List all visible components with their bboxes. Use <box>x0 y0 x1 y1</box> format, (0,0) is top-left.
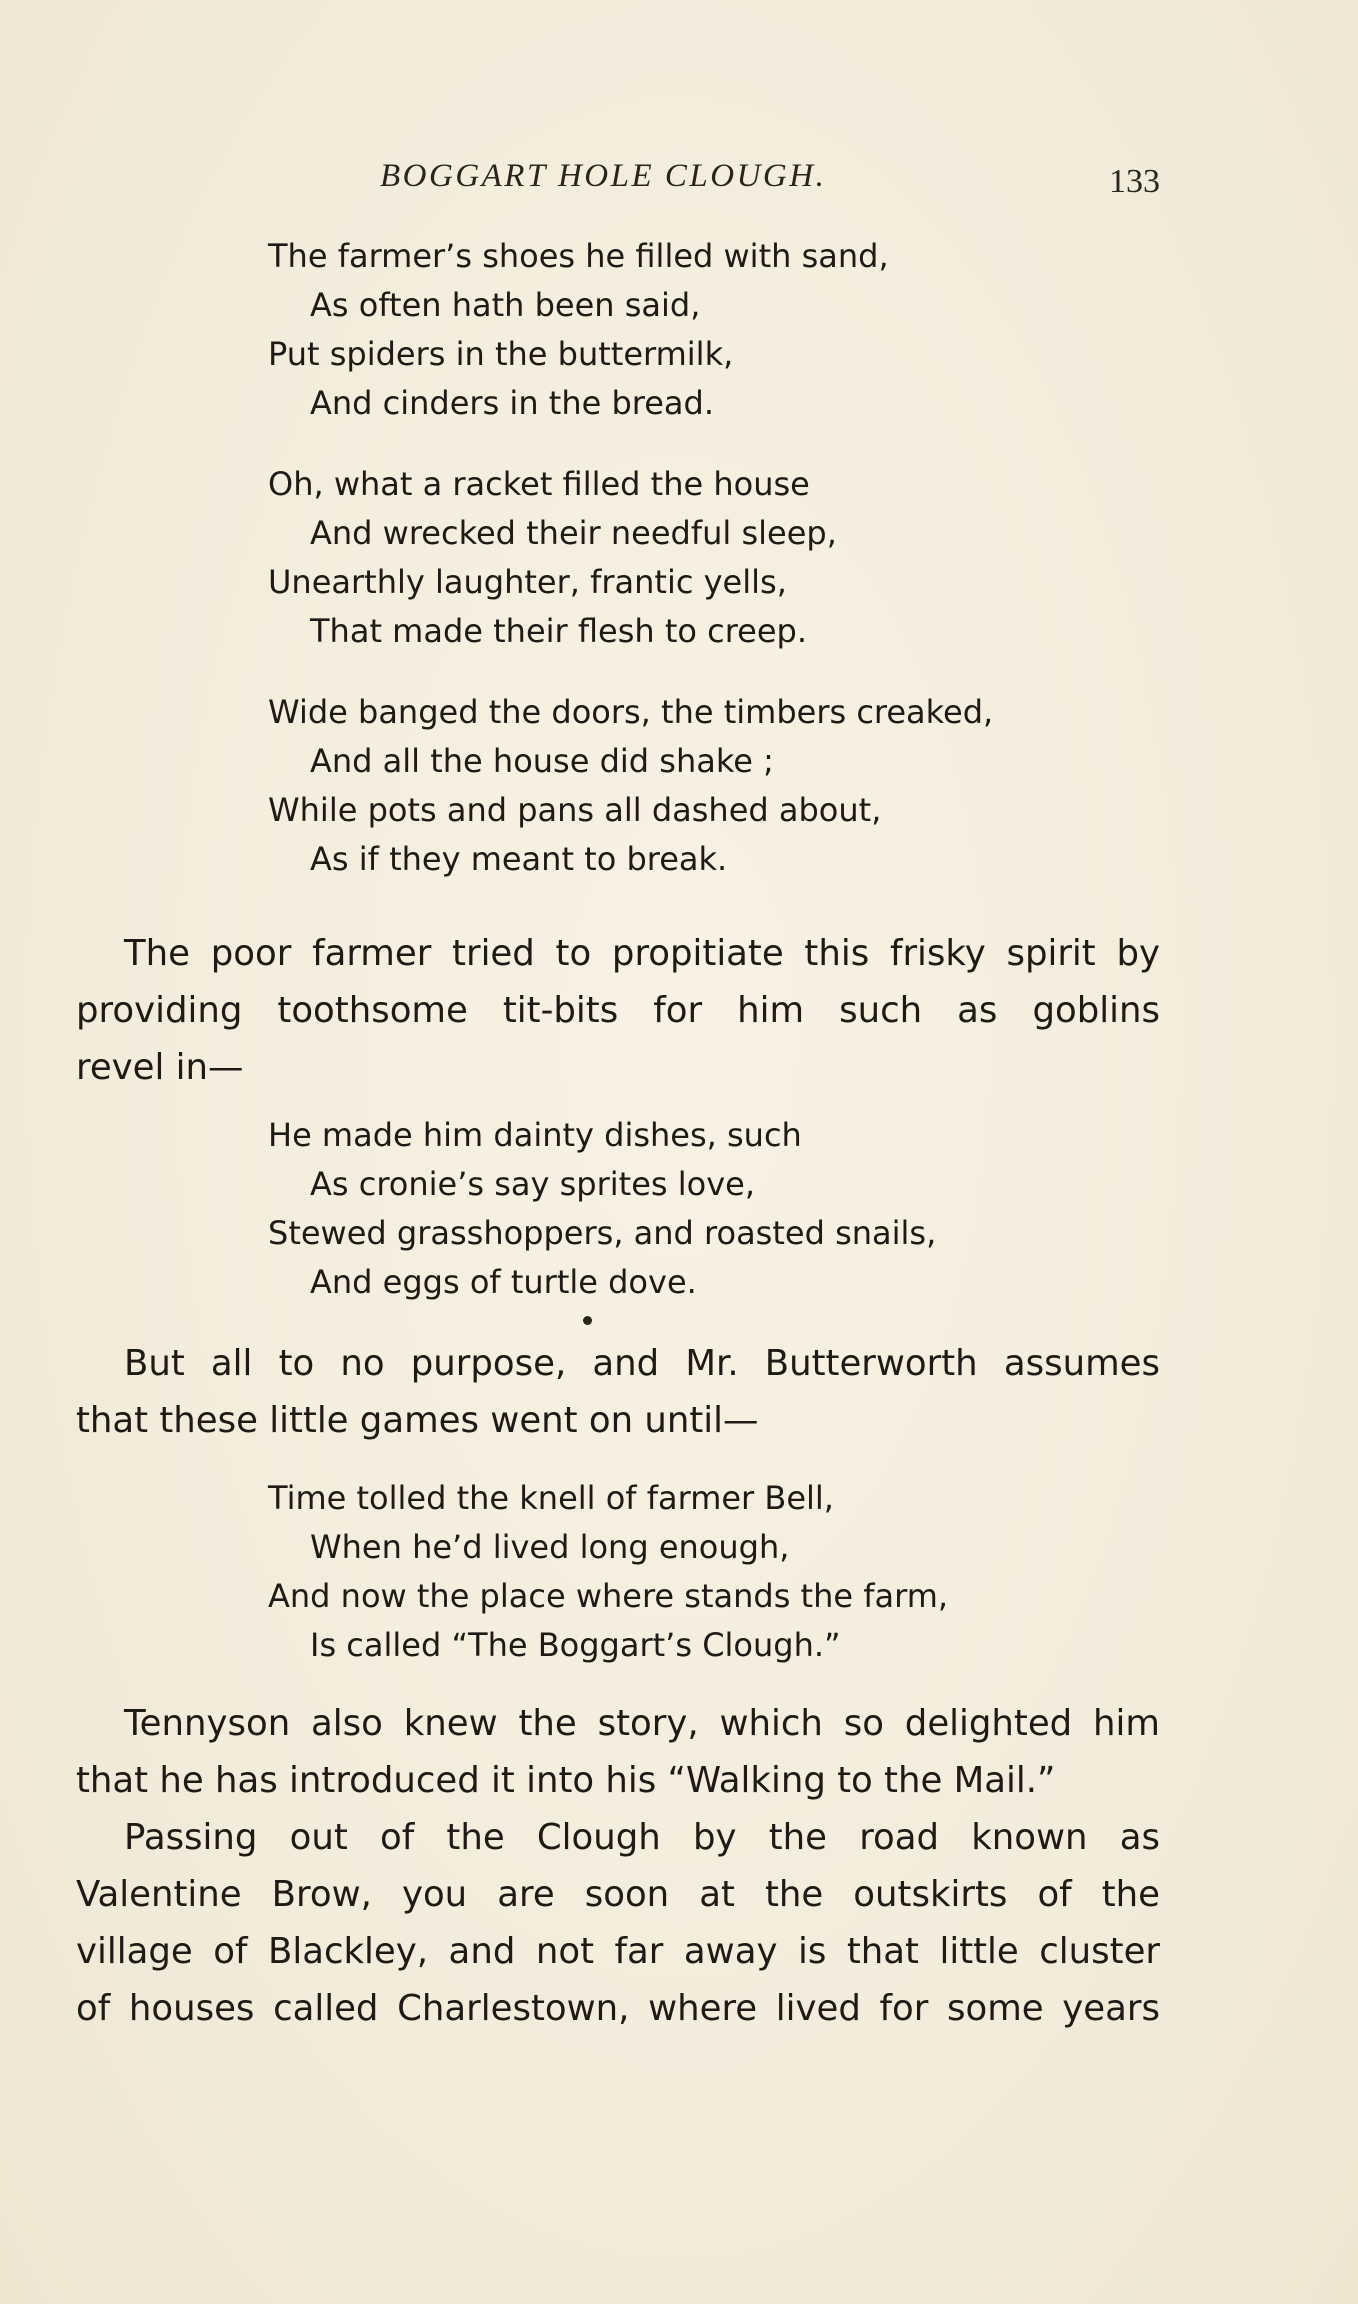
prose-line: But all to no purpose, and Mr. Butterworth assumes <box>124 1343 1160 1384</box>
verse-stanza-2 <box>268 460 837 656</box>
prose-line: Valentine Brow, you are soon at the outskirts of the <box>76 1874 1160 1915</box>
verse-line: Put spiders in the buttermilk, <box>268 335 734 373</box>
prose-line: providing toothsome tit-bits for him such as goblins <box>76 990 1160 1031</box>
prose-line: that these little games went on until— <box>76 1400 759 1441</box>
verse-line: As cronie’s say sprites love, <box>310 1165 755 1203</box>
verse-line: While pots and pans all dashed about, <box>268 791 882 829</box>
verse-line: And all the house did shake ; <box>310 742 774 780</box>
verse-line: Oh, what a racket filled the house <box>268 465 810 503</box>
prose-line: The poor farmer tried to propitiate this frisky spirit by <box>124 933 1160 974</box>
prose-paragraph-2 <box>76 1335 1160 1449</box>
verse-line: As often hath been said, <box>310 286 701 324</box>
prose-line: Passing out of the Clough by the road known as <box>124 1817 1160 1858</box>
prose-line: village of Blackley, and not far away is that little cluster <box>76 1931 1160 1972</box>
verse-line: Is called “The Boggart’s Clough.” <box>310 1626 841 1664</box>
verse-line: And cinders in the bread. <box>310 384 714 422</box>
prose-line: of houses called Charlestown, where lived for some years <box>76 1988 1160 2029</box>
prose-line: that he has introduced it into his “Walking to the Mail.” <box>76 1760 1056 1801</box>
verse-line: Time tolled the knell of farmer Bell, <box>268 1479 834 1517</box>
prose-paragraph-1 <box>76 925 1160 1096</box>
prose-paragraph-4 <box>76 1809 1160 2037</box>
verse-line: When he’d lived long enough, <box>310 1528 790 1566</box>
prose-paragraph-3 <box>76 1695 1160 1809</box>
prose-line: revel in— <box>76 1047 244 1088</box>
verse-line: The farmer’s shoes he filled with sand, <box>268 237 889 275</box>
verse-line: And now the place where stands the farm, <box>268 1577 949 1615</box>
page-number: 133 <box>1109 163 1160 200</box>
ink-speck <box>583 1316 592 1325</box>
verse-stanza-1 <box>268 232 889 428</box>
verse-line: Stewed grasshoppers, and roasted snails, <box>268 1214 937 1252</box>
verse-stanza-3 <box>268 688 993 884</box>
verse-line: Unearthly laughter, frantic yells, <box>268 563 787 601</box>
running-title: BOGGART HOLE CLOUGH. <box>380 158 827 194</box>
verse-stanza-4 <box>268 1111 936 1307</box>
verse-line: And wrecked their needful sleep, <box>310 514 837 552</box>
verse-line: Wide banged the doors, the timbers creaked, <box>268 693 994 731</box>
verse-line: He made him dainty dishes, such <box>268 1116 802 1154</box>
prose-line: Tennyson also knew the story, which so delighted him <box>124 1703 1160 1744</box>
verse-line: And eggs of turtle dove. <box>310 1263 697 1301</box>
verse-line: That made their flesh to creep. <box>310 612 808 650</box>
verse-stanza-5 <box>268 1474 948 1670</box>
verse-line: As if they meant to break. <box>310 840 728 878</box>
